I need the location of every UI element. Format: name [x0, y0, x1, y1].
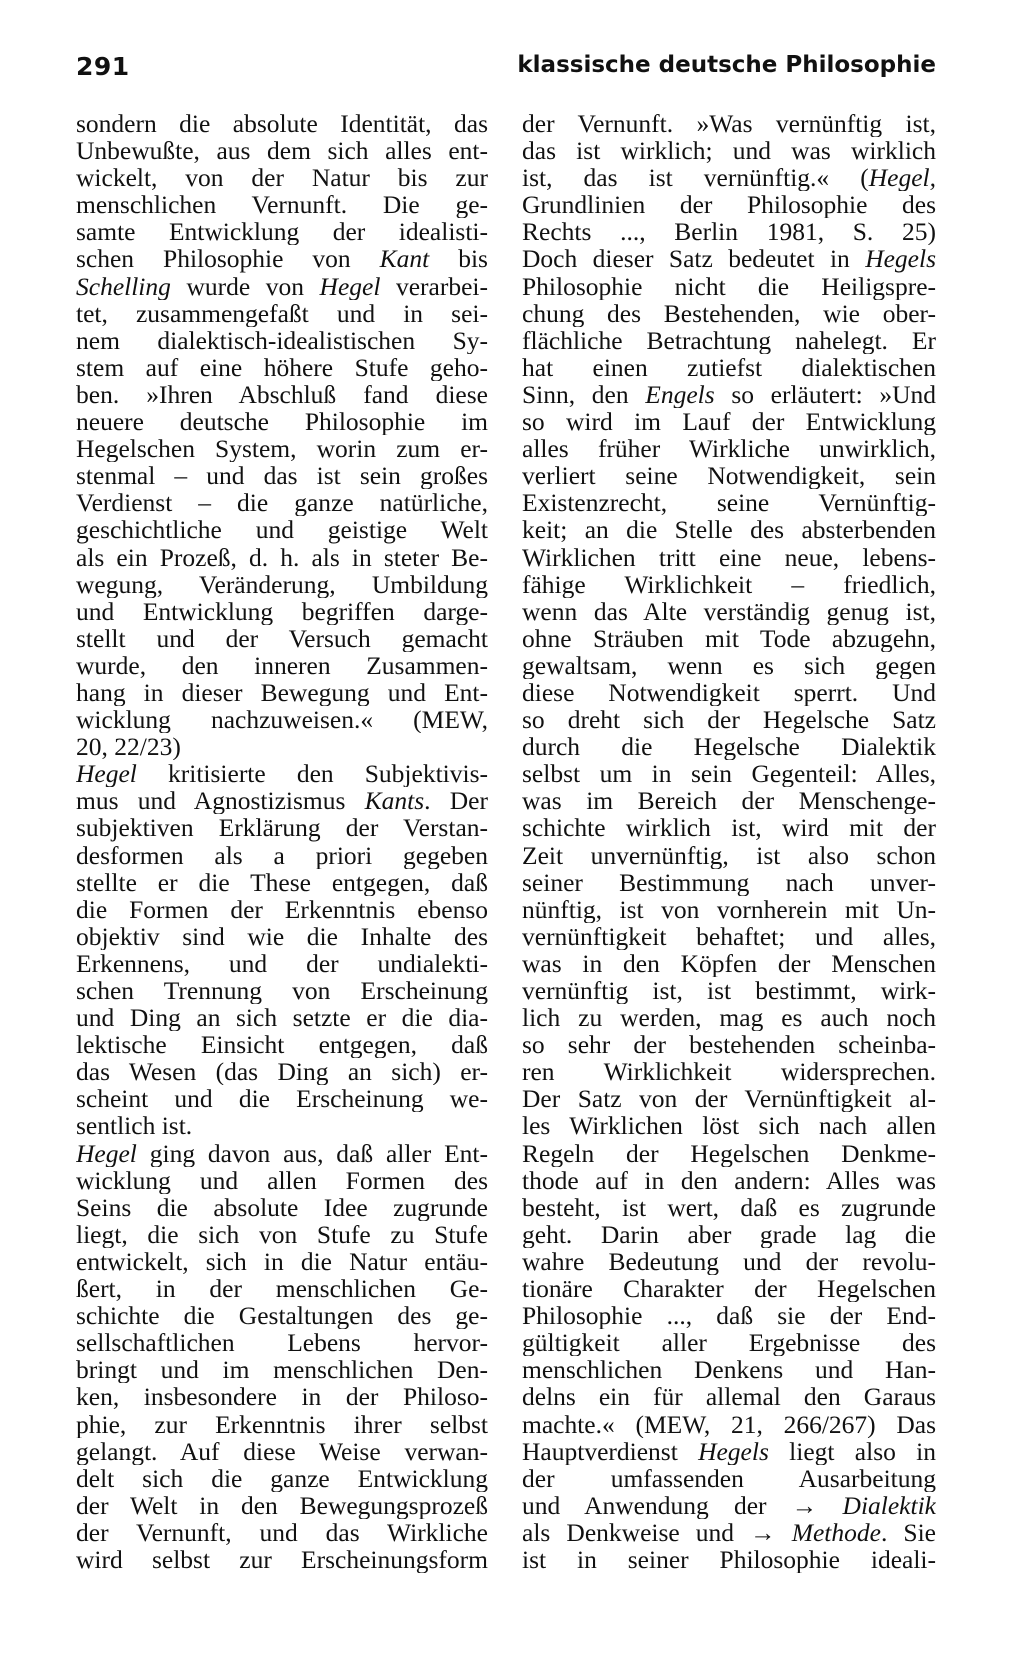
text-line: wicklung nachzuweisen.« (MEW,: [76, 706, 488, 734]
text-line: Schelling wurde von Hegel verarbei-: [76, 272, 488, 300]
text-line: wickelt, von der Natur bis zur: [76, 164, 488, 192]
text-line: schen Trennung von Erscheinung: [76, 977, 488, 1005]
text-line: objektiv sind wie die Inhalte des: [76, 922, 488, 950]
text-line: als ein Prozeß, d. h. als in steter Be-: [76, 543, 488, 571]
text-line: Hegel kritisierte den Subjektivis-: [76, 760, 488, 788]
text-line: samte Entwicklung der idealisti-: [76, 218, 488, 246]
text-line: Philosophie ..., daß sie der End-: [522, 1302, 936, 1330]
text-line: thode auf in den andern: Alles was: [522, 1166, 936, 1194]
text-line: stellte er die These entgegen, daß: [76, 868, 488, 896]
text-line: der umfassenden Ausarbeitung: [522, 1464, 936, 1492]
text-line: Erkennens, und der undialekti-: [76, 949, 488, 977]
text-line: machte.« (MEW, 21, 266/267) Das: [522, 1410, 936, 1438]
text-line: sellschaftlichen Lebens hervor-: [76, 1329, 488, 1357]
text-line: schichte wirklich ist, wird mit der: [522, 814, 936, 842]
text-line: bringt und im menschlichen Den-: [76, 1356, 488, 1384]
text-line: Hegel ging davon aus, daß aller Ent-: [76, 1139, 488, 1167]
text-line: menschlichen Denkens und Han-: [522, 1356, 936, 1384]
text-line: 20, 22/23): [76, 733, 181, 761]
text-line: desformen als a priori gegeben: [76, 841, 488, 869]
text-line: sondern die absolute Identität, das: [76, 110, 488, 138]
text-line: wird selbst zur Erscheinungsform: [76, 1545, 488, 1574]
text-line: seiner Bestimmung nach unver-: [522, 868, 936, 896]
text-line: besteht, ist wert, daß es zugrunde: [522, 1193, 936, 1221]
text-line: so sehr der bestehenden scheinba-: [522, 1031, 936, 1059]
running-title: klassische deutsche Philosophie: [517, 52, 936, 78]
text-line: wicklung und allen Formen des: [76, 1166, 488, 1194]
text-line: Hegelschen System, worin zum er-: [76, 435, 488, 463]
text-line: und Entwicklung begriffen darge-: [76, 597, 488, 625]
text-line: stenmal – und das ist sein großes: [76, 462, 488, 490]
text-line: Regeln der Hegelschen Denkme-: [522, 1139, 936, 1167]
text-line: ist in seiner Philosophie ideali-: [522, 1545, 936, 1574]
text-line: hang in dieser Bewegung und Ent-: [76, 678, 488, 707]
page-header: [76, 52, 936, 92]
text-line: alles früher Wirkliche unwirklich,: [522, 435, 936, 463]
text-line: ohne Sträuben mit Tode abzugehn,: [522, 624, 936, 652]
text-line: Verdienst – die ganze natürliche,: [76, 489, 488, 517]
text-line: hat einen zutiefst dialektischen: [522, 353, 936, 381]
text-line: Der Satz von der Vernünftigkeit al-: [522, 1085, 936, 1113]
text-line: liegt, die sich von Stufe zu Stufe: [76, 1220, 488, 1248]
text-line: Sinn, den Engels so erläutert: »Und: [522, 380, 936, 409]
text-line: Existenzrecht, seine Vernünftig-: [522, 489, 936, 517]
text-line: wegung, Veränderung, Umbildung: [76, 570, 488, 598]
text-line: gewaltsam, wenn es sich gegen: [522, 651, 936, 679]
text-line: Hauptverdienst Hegels liegt also in: [522, 1437, 936, 1465]
right-column: [522, 110, 936, 1573]
text-line: vernünftig ist, ist bestimmt, wirk-: [522, 977, 936, 1005]
text-line: les Wirklichen löst sich nach allen: [522, 1112, 936, 1140]
page-number: 291: [76, 52, 130, 81]
text-line: mus und Agnostizismus Kants. Der: [76, 787, 488, 815]
text-line: ist, das ist vernünftig.« (Hegel,: [522, 164, 936, 192]
text-line: stellt und der Versuch gemacht: [76, 624, 488, 652]
text-line: was in den Köpfen der Menschen: [522, 949, 936, 977]
text-line: durch die Hegelsche Dialektik: [522, 733, 936, 761]
text-line: die Formen der Erkenntnis ebenso: [76, 895, 488, 923]
text-line: ben. »Ihren Abschluß fand diese: [76, 380, 488, 409]
text-line: Wirklichen tritt eine neue, lebens-: [522, 543, 936, 571]
text-line: delns ein für allemal den Garaus: [522, 1383, 936, 1411]
text-line: wahre Bedeutung und der revolu-: [522, 1247, 936, 1276]
text-line: selbst um in sein Gegenteil: Alles,: [522, 760, 936, 788]
left-column: [76, 110, 488, 1573]
text-line: phie, zur Erkenntnis ihrer selbst: [76, 1410, 488, 1438]
text-line: ren Wirklichkeit widersprechen.: [522, 1058, 936, 1086]
text-line: stem auf eine höhere Stufe geho-: [76, 353, 488, 381]
text-line: subjektiven Erklärung der Verstan-: [76, 814, 488, 842]
text-line: diese Notwendigkeit sperrt. Und: [522, 678, 936, 707]
text-line: chung des Bestehenden, wie ober-: [522, 299, 936, 327]
text-line: nem dialektisch-idealistischen Sy-: [76, 326, 488, 354]
text-line: vernünftigkeit behaftet; und alles,: [522, 922, 936, 950]
text-line: flächliche Betrachtung nahelegt. Er: [522, 326, 936, 354]
text-line: nünftig, ist von vornherein mit Un-: [522, 895, 936, 923]
text-line: gelangt. Auf diese Weise verwan-: [76, 1437, 488, 1465]
text-line: der Vernunft, und das Wirkliche: [76, 1518, 488, 1546]
text-line: das Wesen (das Ding an sich) er-: [76, 1058, 488, 1086]
text-line: und Ding an sich setzte er die dia-: [76, 1004, 488, 1032]
text-line: Unbewußte, aus dem sich alles ent-: [76, 137, 488, 165]
text-line: lektische Einsicht entgegen, daß: [76, 1031, 488, 1059]
text-line: so wird im Lauf der Entwicklung: [522, 408, 936, 436]
text-line: lich zu werden, mag es auch noch: [522, 1004, 936, 1032]
text-line: menschlichen Vernunft. Die ge-: [76, 191, 488, 219]
text-line: tionäre Charakter der Hegelschen: [522, 1275, 936, 1303]
text-line: der Welt in den Bewegungsprozeß: [76, 1491, 488, 1519]
text-line: schichte die Gestaltungen des ge-: [76, 1302, 488, 1330]
text-line: verliert seine Notwendigkeit, sein: [522, 462, 936, 490]
text-line: als Denkweise und → Methode. Sie: [522, 1518, 936, 1546]
text-line: ken, insbesondere in der Philoso-: [76, 1383, 488, 1411]
text-line: so dreht sich der Hegelsche Satz: [522, 706, 936, 734]
text-line: geht. Darin aber grade lag die: [522, 1220, 936, 1248]
text-line: Philosophie nicht die Heiligspre-: [522, 272, 936, 300]
text-line: neuere deutsche Philosophie im: [76, 408, 488, 436]
text-line: geschichtliche und geistige Welt: [76, 516, 488, 544]
text-line: und Anwendung der → Dialektik: [522, 1491, 936, 1519]
text-line: tet, zusammengefaßt und in sei-: [76, 299, 488, 327]
text-line: Grundlinien der Philosophie des: [522, 191, 936, 219]
text-line: keit; an die Stelle des absterbenden: [522, 516, 936, 544]
text-line: was im Bereich der Menschenge-: [522, 787, 936, 815]
text-line: ßert, in der menschlichen Ge-: [76, 1275, 488, 1303]
text-line: fähige Wirklichkeit – friedlich,: [522, 570, 936, 598]
text-line: Zeit unvernünftig, ist also schon: [522, 841, 936, 869]
text-line: wenn das Alte verständig genug ist,: [522, 597, 936, 625]
text-line: schen Philosophie von Kant bis: [76, 245, 488, 273]
text-line: wurde, den inneren Zusammen-: [76, 651, 488, 679]
text-line: Seins die absolute Idee zugrunde: [76, 1193, 488, 1221]
text-line: gültigkeit aller Ergebnisse des: [522, 1329, 936, 1357]
text-line: Rechts ..., Berlin 1981, S. 25): [522, 218, 936, 246]
text-line: delt sich die ganze Entwicklung: [76, 1464, 488, 1492]
text-line: das ist wirklich; und was wirklich: [522, 137, 936, 165]
text-line: der Vernunft. »Was vernünftig ist,: [522, 110, 936, 138]
text-line: sentlich ist.: [76, 1112, 193, 1140]
text-line: scheint und die Erscheinung we-: [76, 1085, 488, 1113]
text-line: Doch dieser Satz bedeutet in Hegels: [522, 245, 936, 273]
text-line: entwickelt, sich in die Natur entäu-: [76, 1247, 488, 1276]
